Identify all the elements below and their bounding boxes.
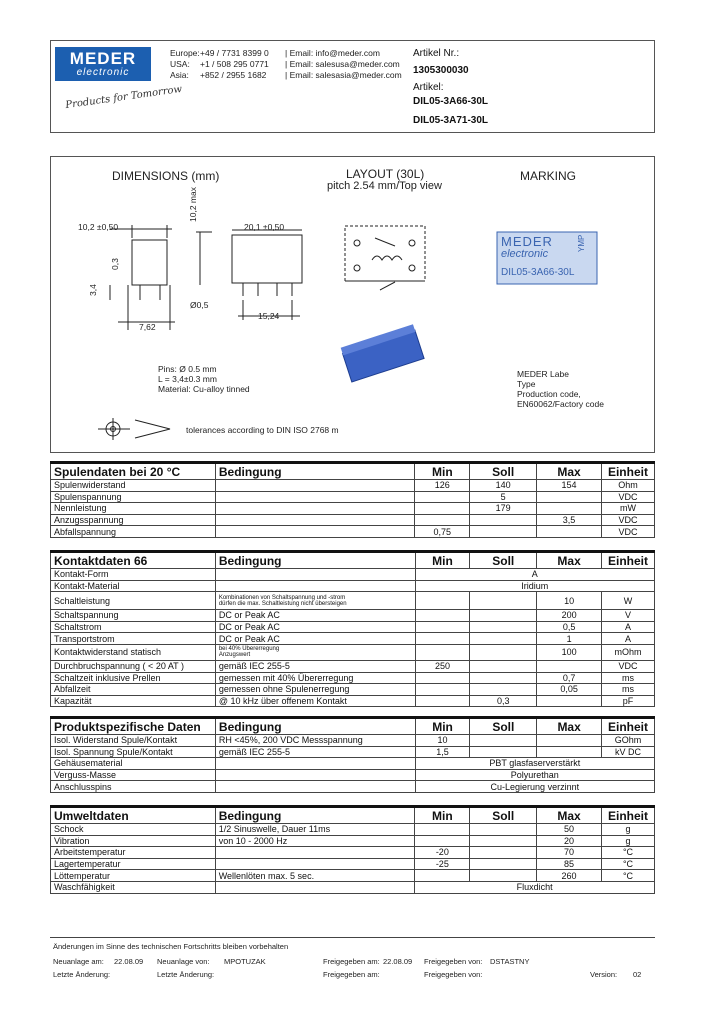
header-cell: Min	[415, 552, 470, 569]
header-cell: Soll	[470, 807, 537, 824]
dim-e: 3,4	[88, 284, 98, 296]
dim-c: 10,2 max	[188, 187, 198, 222]
table-row: Lagertemperatur -25 85 °C	[51, 858, 655, 870]
table-row: Vibration von 10 - 2000 Hz 20 g	[51, 835, 655, 847]
header-cell: Min	[415, 718, 470, 735]
marking-ymp: YMP	[577, 234, 586, 252]
version-label: Version:	[590, 970, 618, 979]
released-date: 22.08.09	[383, 957, 413, 966]
dim-g: 15,24	[258, 311, 280, 321]
header-cell: Einheit	[602, 718, 655, 735]
table-row: Waschfähigkeit Fluxdicht	[51, 881, 655, 893]
contact-table	[50, 550, 655, 707]
table-row: Schaltzeit inklusive Prellen gemessen mit 40% Übererregung 0,7 ms	[51, 672, 655, 684]
marking-label	[497, 232, 597, 284]
header-cell: Kontaktdaten 66	[51, 552, 216, 569]
table-row: Gehäusematerial PBT glasfaserverstärkt	[51, 758, 655, 770]
version-value: 02	[633, 970, 642, 979]
table-header	[51, 463, 655, 480]
logo-line2: electronic	[76, 67, 130, 78]
table-row: Anzugsspannung 3,5 VDC	[51, 514, 655, 526]
created-date: 22.08.09	[114, 957, 144, 966]
legend-line: EN60062/Factory code	[517, 399, 604, 409]
header-cell: Min	[415, 807, 470, 824]
header-cell: Einheit	[601, 552, 654, 569]
logo-line1: MEDER	[69, 49, 137, 68]
dim-f: 7,62	[139, 322, 156, 332]
pins-line: L = 3,4±0.3 mm	[158, 374, 217, 384]
released-by: DSTASTNY	[490, 957, 530, 966]
header-cell: Bedingung	[215, 807, 415, 824]
table-row: Kapazität @ 10 kHz über offenem Kontakt 0,3 pF	[51, 695, 655, 707]
header-cell: Soll	[470, 718, 537, 735]
footer-note: Änderungen im Sinne des technischen Fortschritts bleiben vorbehalten	[53, 942, 289, 951]
artikel-1-value: DIL05-3A66-30L	[413, 96, 489, 107]
legend-line: Production code,	[517, 389, 581, 399]
table-row: Verguss-Masse Polyurethan	[51, 769, 655, 781]
table-row: Spulenwiderstand 126 140 154 Ohm	[51, 480, 655, 492]
contact-region: USA:	[170, 59, 190, 69]
pins-line: Material: Cu-alloy tinned	[158, 384, 250, 394]
contact-phone: +49 / 7731 8399 0	[200, 48, 269, 58]
marking-legend	[517, 369, 604, 409]
coil-table	[50, 461, 655, 538]
header-cell: Max	[537, 463, 602, 480]
marking-part: DIL05-3A66-30L	[501, 267, 575, 278]
table-row: Schaltleistung Kombinationen von Schaltspannung und -strom dürfen die max. Schaltleistung nicht übersteigen 10 W	[51, 592, 655, 610]
env-table	[50, 805, 655, 894]
artikel-label: Artikel:	[413, 82, 444, 93]
table-row: Schaltspannung DC or Peak AC 200 V	[51, 610, 655, 622]
header-cell: Max	[537, 552, 602, 569]
header-cell: Soll	[470, 463, 537, 480]
layout-subtitle: pitch 2.54 mm/Top view	[327, 180, 442, 192]
table-row: Kontakt-Form A	[51, 569, 655, 581]
table-row: Kontakt-Material Iridium	[51, 580, 655, 592]
table-row: Arbeitstemperatur -20 70 °C	[51, 847, 655, 859]
table-row: Isol. Spannung Spule/Kontakt gemäß IEC 255-5 1,5 kV DC	[51, 746, 655, 758]
table-row: Isol. Widerstand Spule/Kontakt RH <45%, 200 VDC Messspannung 10 GOhm	[51, 735, 655, 747]
dim-d: 0,3	[110, 258, 120, 270]
product-table	[50, 716, 655, 793]
header-cell: Einheit	[601, 463, 654, 480]
table-row: Schaltstrom DC or Peak AC 0,5 A	[51, 621, 655, 633]
released-by-label: Freigegeben von:	[424, 957, 483, 966]
contact-email[interactable]: | Email: salesasia@meder.com	[285, 70, 402, 80]
legend-line: Type	[517, 379, 536, 389]
header-cell: Bedingung	[215, 463, 415, 480]
contact-email[interactable]: | Email: info@meder.com	[285, 48, 380, 58]
created-label: Neuanlage am:	[53, 957, 104, 966]
table-row: Anschlusspins Cu-Legierung verzinnt	[51, 781, 655, 793]
header-cell: Soll	[470, 552, 537, 569]
table-row: Durchbruchspannung ( < 20 AT ) gemäß IEC 255-5 250 VDC	[51, 660, 655, 672]
table-row: Spulenspannung 5 VDC	[51, 491, 655, 503]
header-cell: Bedingung	[215, 552, 415, 569]
table-row: Kontaktwiderstand statisch bei 40% Übererregung Anzugswert 100 mOhm	[51, 644, 655, 660]
slogan: Products for Tomorrow	[64, 83, 183, 112]
header-cell: Max	[537, 807, 602, 824]
marking-title: MARKING	[520, 169, 577, 183]
table-row: Löttemperatur Wellenlöten max. 5 sec. 260 °C	[51, 870, 655, 882]
header-cell: Umweltdaten	[51, 807, 216, 824]
created-by-label: Neuanlage von:	[157, 957, 210, 966]
released2-by-label: Freigegeben von:	[424, 970, 483, 979]
dimensions-title: DIMENSIONS (mm)	[112, 169, 220, 183]
layout-title: LAYOUT (30L)	[346, 167, 425, 181]
artikel-nr-value: 1305300030	[413, 65, 469, 76]
header-cell: Spulendaten bei 20 °C	[51, 463, 216, 480]
table-row: Nennleistung 179 mW	[51, 503, 655, 515]
dim-a: 10,2 ±0,50	[78, 222, 119, 232]
contact-email[interactable]: | Email: salesusa@meder.com	[285, 59, 400, 69]
footer-rule	[50, 937, 655, 938]
contact-region: Europe:	[170, 48, 200, 58]
table-row: Abfallzeit gemessen ohne Spulenerregung 0,05 ms	[51, 684, 655, 696]
header-cell: Bedingung	[215, 718, 415, 735]
artikel-2-value: DIL05-3A71-30L	[413, 115, 489, 126]
dim-h: Ø0,5	[190, 300, 209, 310]
header-cell: Einheit	[601, 807, 654, 824]
created-by: MPOTUZAK	[224, 957, 266, 966]
last-change-label: Letzte Änderung:	[53, 970, 111, 979]
pins-line: Pins: Ø 0.5 mm	[158, 364, 217, 374]
contact-region: Asia:	[170, 70, 189, 80]
last-change-by-label: Letzte Änderung:	[157, 970, 215, 979]
pins-note	[158, 364, 250, 394]
artikel-nr-label: Artikel Nr.:	[413, 48, 460, 59]
tolerance-note: tolerances according to DIN ISO 2768 m	[186, 425, 339, 435]
table-header	[51, 718, 655, 735]
contact-phone: +852 / 2955 1682	[200, 70, 267, 80]
dim-b: 20,1 ±0,50	[244, 222, 285, 232]
marking-logo1: MEDER	[501, 234, 553, 249]
header-cell: Max	[537, 718, 602, 735]
contact-phone: +1 / 508 295 0771	[200, 59, 269, 69]
released-label: Freigegeben am:	[323, 957, 380, 966]
marking-logo2: electronic	[501, 248, 549, 260]
table-row: Transportstrom DC or Peak AC 1 A	[51, 633, 655, 645]
table-header	[51, 552, 655, 569]
legend-line: MEDER Labe	[517, 369, 569, 379]
table-row: Schock 1/2 Sinuswelle, Dauer 11ms 50 g	[51, 824, 655, 836]
table-row: Abfallspannung 0,75 VDC	[51, 526, 655, 538]
header-cell: Min	[415, 463, 470, 480]
header-cell: Produktspezifische Daten	[51, 718, 216, 735]
table-header	[51, 807, 655, 824]
released2-label: Freigegeben am:	[323, 970, 380, 979]
